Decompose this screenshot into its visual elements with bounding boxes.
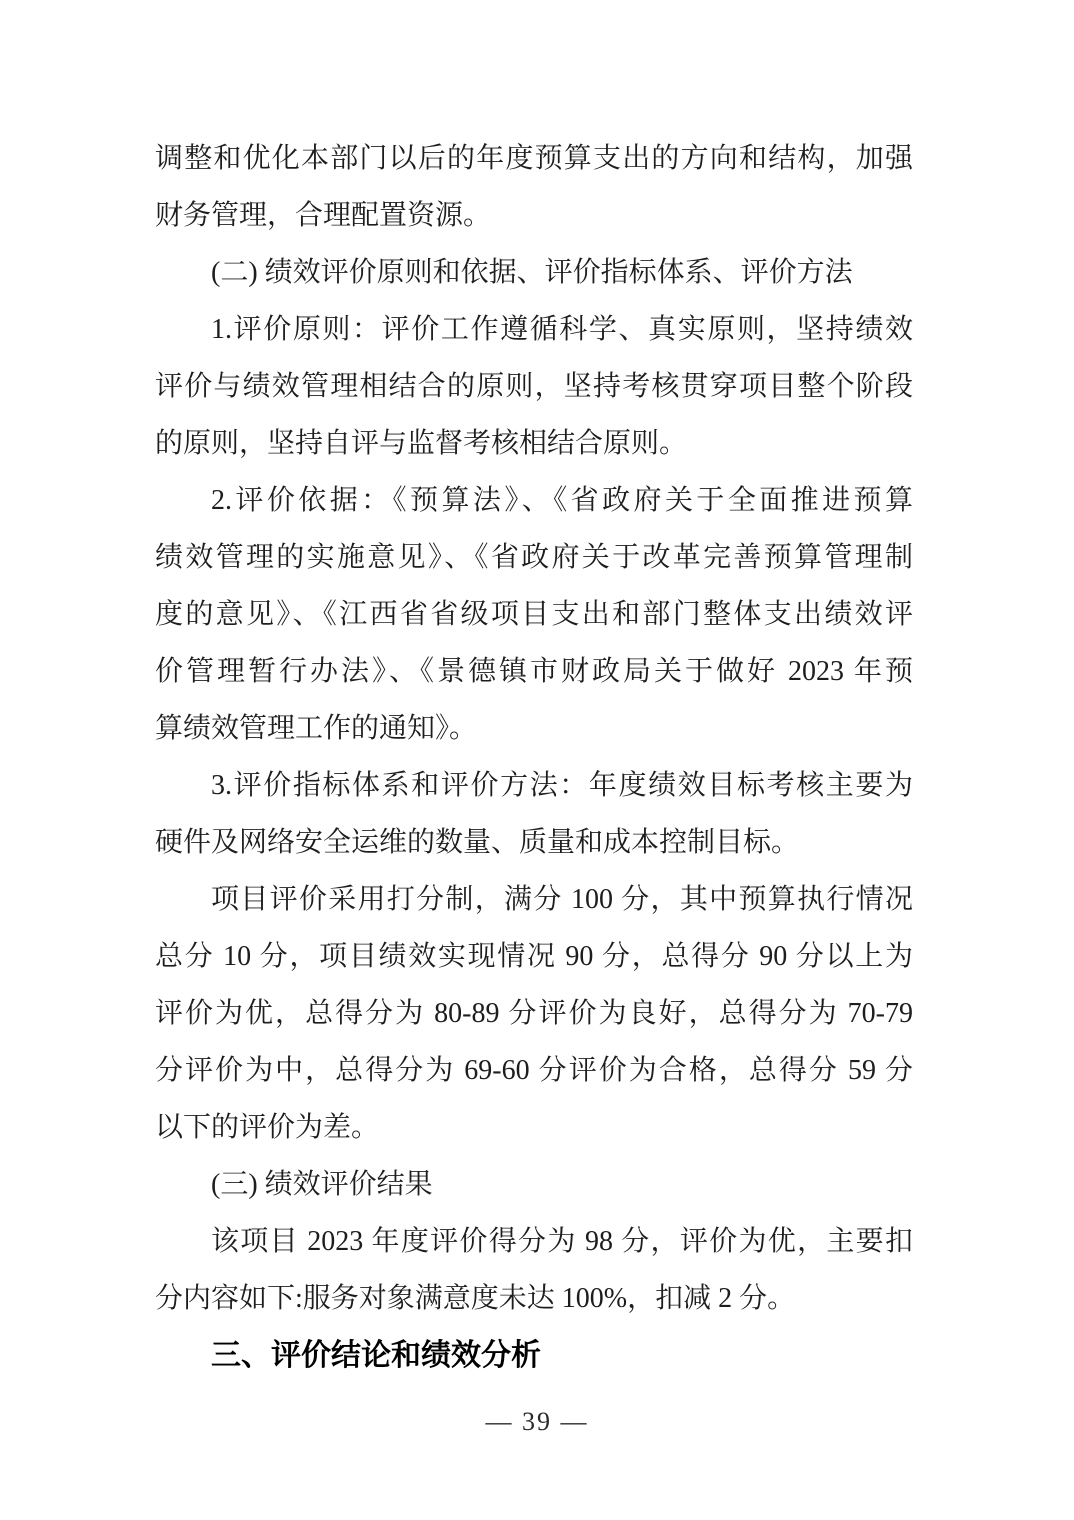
text-line: (二) 绩效评价原则和依据、评价指标体系、评价方法 bbox=[211, 257, 853, 288]
text-line: 调整和优化本部门以后的年度预算支出的方向和结构，加强 bbox=[155, 143, 913, 174]
document-content bbox=[155, 130, 913, 1384]
text-line: 评价为优，总得分为 80-89 分评价为良好，总得分为 70-79 bbox=[155, 998, 913, 1029]
text-line: 硬件及网络安全运维的数量、质量和成本控制目标。 bbox=[155, 827, 800, 858]
text-line: 价管理暂行办法》、《景德镇市财政局关于做好 2023 年预 bbox=[155, 656, 913, 687]
text-line: 分评价为中，总得分为 69-60 分评价为合格，总得分 59 分 bbox=[155, 1055, 913, 1086]
text-line: 总分 10 分，项目绩效实现情况 90 分，总得分 90 分以上为 bbox=[155, 941, 913, 972]
text-line: 绩效管理的实施意见》、《省政府关于改革完善预算管理制 bbox=[155, 542, 913, 573]
text-line: 2.评价依据：《预算法》、《省政府关于全面推进预算 bbox=[211, 485, 913, 516]
text-line: 1.评价原则：评价工作遵循科学、真实原则，坚持绩效 bbox=[211, 314, 913, 345]
text-line: 算绩效管理工作的通知》。 bbox=[155, 713, 478, 744]
section-heading: 三、评价结论和绩效分析 bbox=[211, 1339, 541, 1372]
text-line: 评价与绩效管理相结合的原则，坚持考核贯穿项目整个阶段 bbox=[155, 371, 913, 402]
text-line: (三) 绩效评价结果 bbox=[211, 1169, 433, 1200]
text-line: 的原则，坚持自评与监督考核相结合原则。 bbox=[155, 428, 688, 459]
text-line: 项目评价采用打分制，满分 100 分，其中预算执行情况 bbox=[211, 884, 913, 915]
page-number: — 39 — bbox=[485, 1407, 589, 1436]
text-line: 财务管理，合理配置资源。 bbox=[155, 200, 492, 231]
text-line: 以下的评价为差。 bbox=[155, 1112, 380, 1143]
text-line: 该项目 2023 年度评价得分为 98 分，评价为优，主要扣 bbox=[211, 1226, 913, 1257]
text-line: 3.评价指标体系和评价方法：年度绩效目标考核主要为 bbox=[211, 770, 913, 801]
text-line: 分内容如下:服务对象满意度未达 100%，扣减 2 分。 bbox=[155, 1283, 796, 1314]
text-line: 度的意见》、《江西省省级项目支出和部门整体支出绩效评 bbox=[155, 599, 913, 630]
